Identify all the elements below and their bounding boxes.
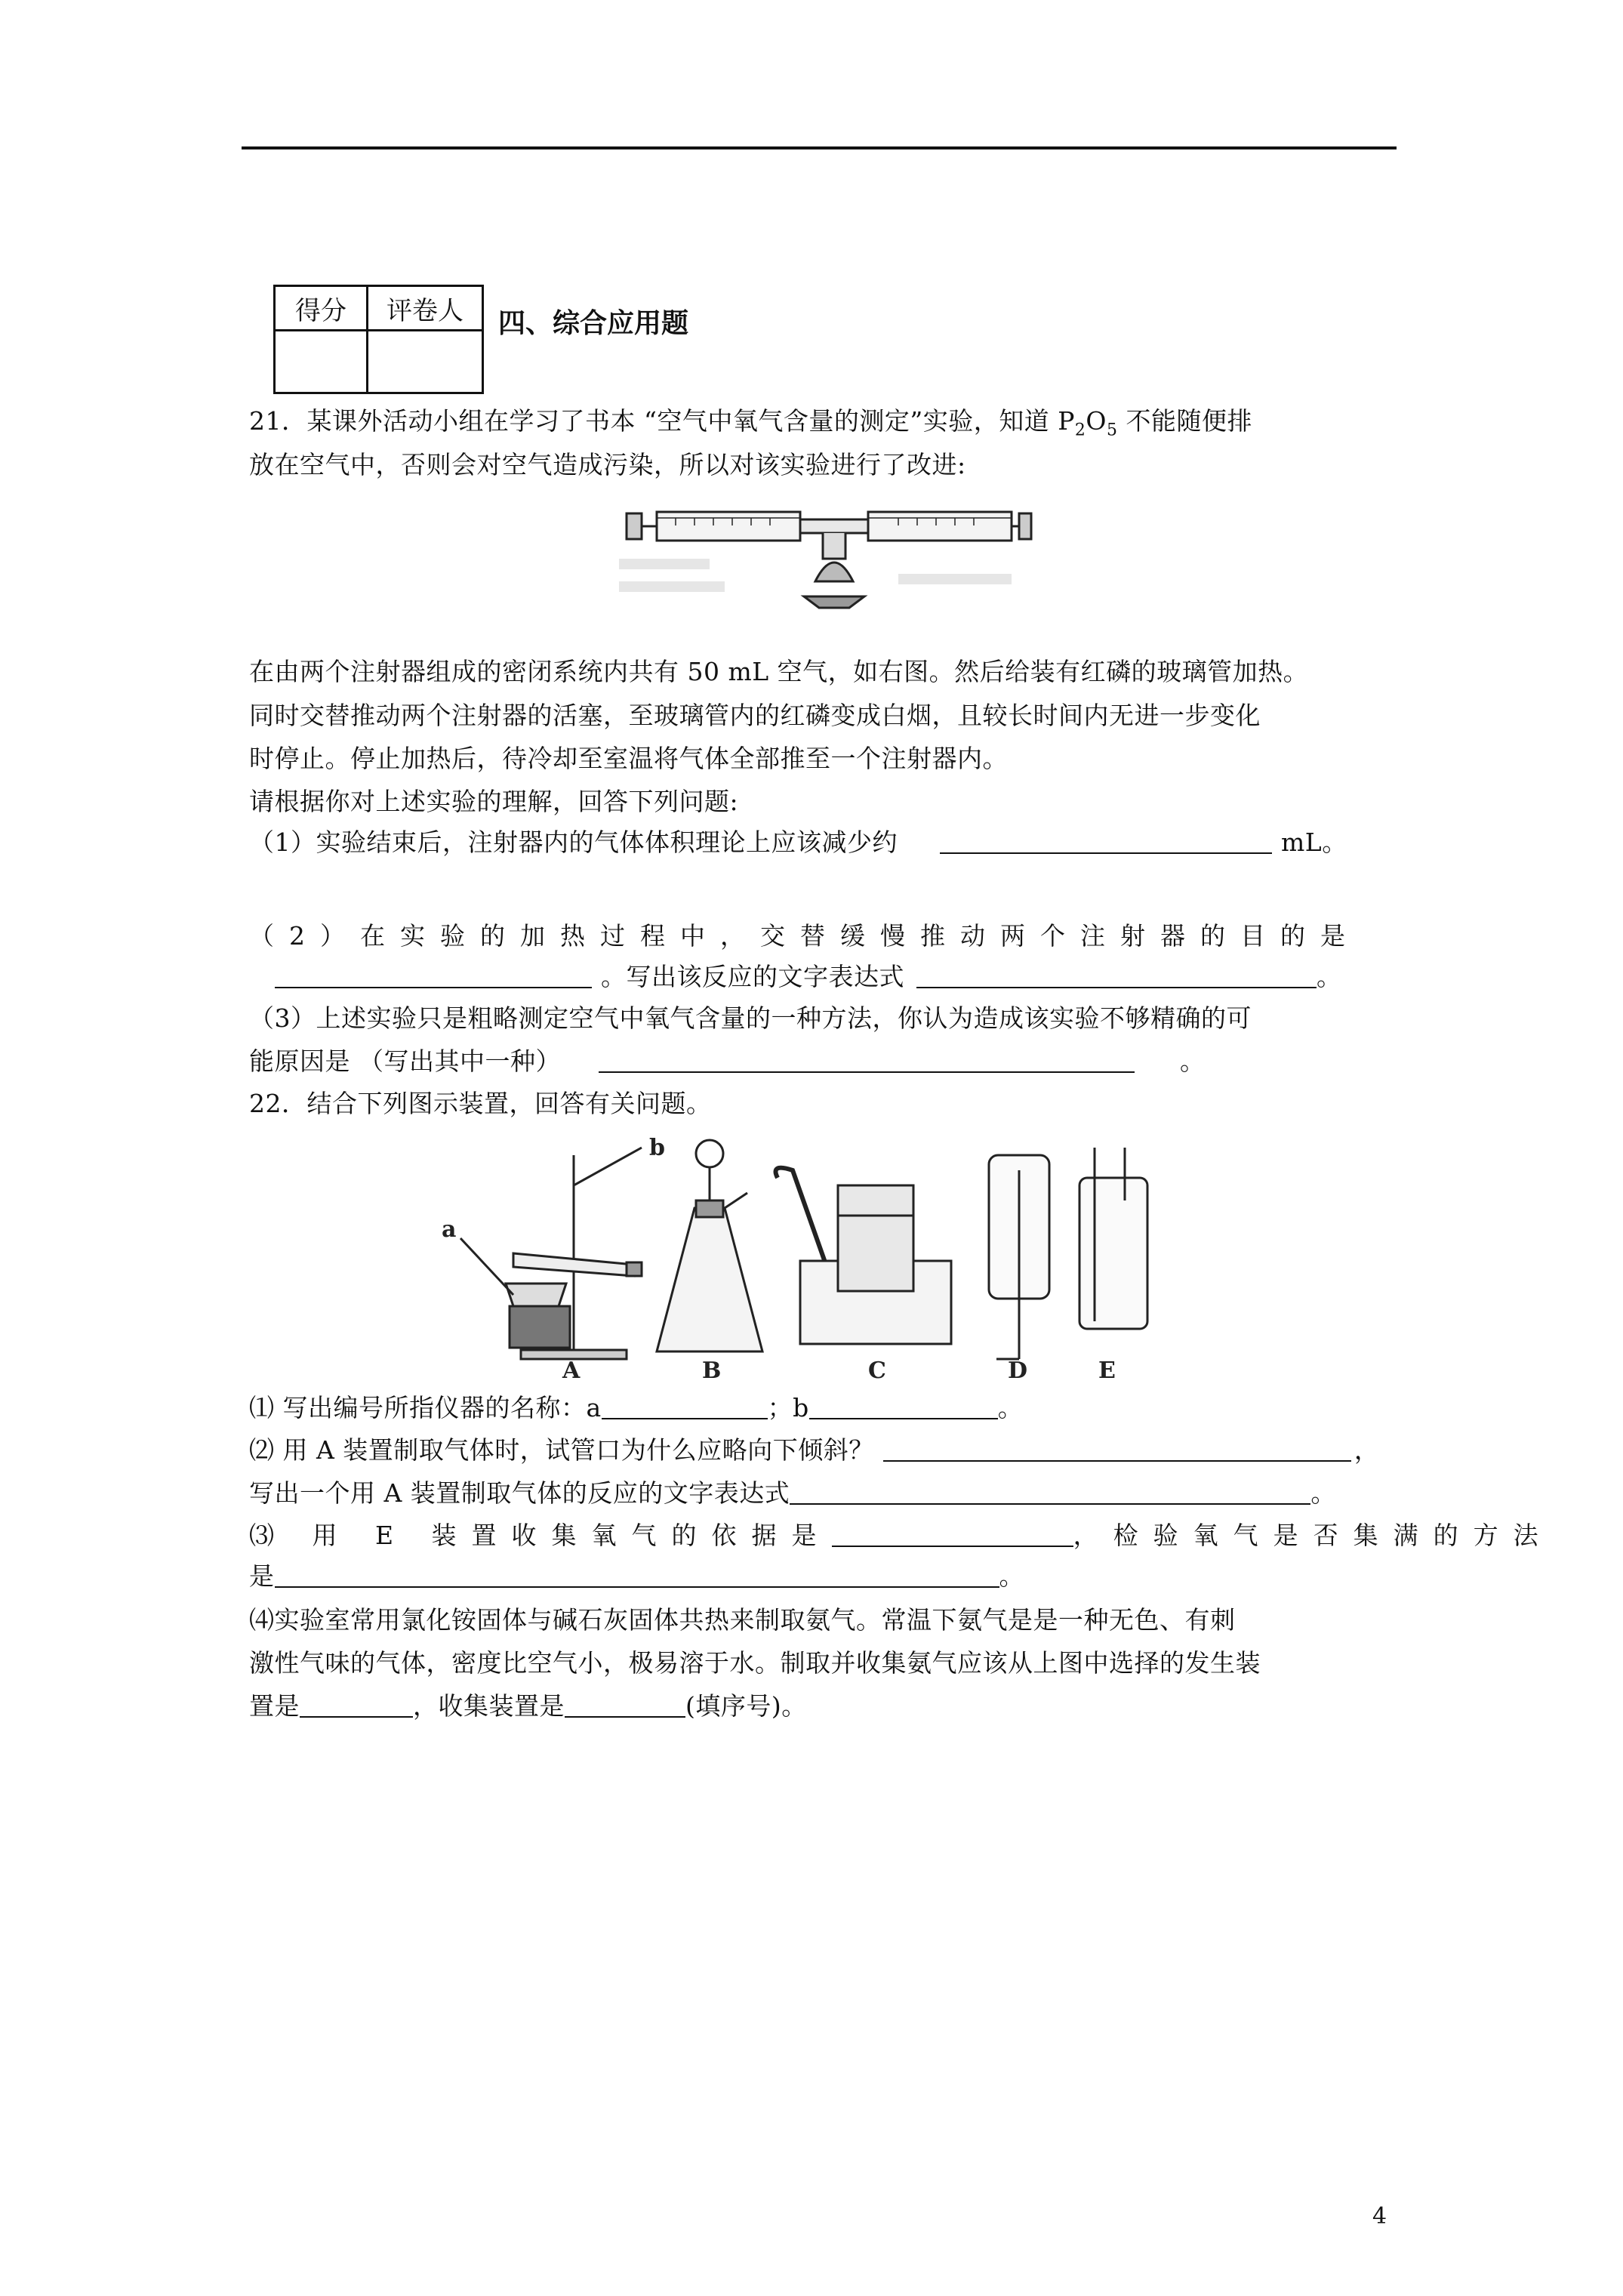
q21-part1-text: （1）实验结束后，注射器内的气体体积理论上应该减少约 bbox=[249, 827, 898, 857]
q22-part4-line3 bbox=[249, 1690, 807, 1723]
q22-part3-basis-blank[interactable] bbox=[832, 1521, 1073, 1547]
q21-part2-line1: （2）在实验的加热过程中，交替缓慢推动两个注射器的目的是 bbox=[249, 921, 1360, 951]
q21-line1 bbox=[249, 405, 1252, 448]
q22-part4-generator-blank[interactable] bbox=[300, 1692, 413, 1718]
fig-label-b: b bbox=[649, 1135, 665, 1161]
section-title: 四、综合应用题 bbox=[498, 307, 689, 339]
q22-part3-text: ⑶ 用 E 装置收集氧气的依据是 bbox=[249, 1521, 832, 1550]
q22-part3-end: 。 bbox=[999, 1561, 1024, 1591]
q22-part1-text: ⑴ 写出编号所指仪器的名称：a bbox=[249, 1393, 602, 1422]
grader-label: 评卷人 bbox=[368, 286, 483, 331]
header-rule bbox=[242, 146, 1397, 149]
q21-line4: 同时交替推动两个注射器的活塞，至玻璃管内的红磷变成白烟，且较长时间内无进一步变化 bbox=[249, 701, 1261, 730]
score-label: 得分 bbox=[275, 286, 368, 331]
q22-part1-a-blank[interactable] bbox=[602, 1394, 768, 1419]
q22-part3-mid: ，检验氧气是否集满的方法 bbox=[1073, 1521, 1554, 1550]
fig-label-a: a bbox=[442, 1216, 457, 1243]
lab-apparatus-figure bbox=[415, 1133, 1155, 1382]
q21-sub-2: 2 bbox=[1074, 421, 1086, 440]
q21-part1 bbox=[249, 826, 1347, 859]
q21-line1-text: 21．某课外活动小组在学习了书本 “空气中氧气含量的测定”实验，知道 P bbox=[249, 406, 1075, 436]
q21-part3-line1: （3）上述实验只是粗略测定空气中氧气含量的一种方法，你认为造成该实验不够精确的可 bbox=[249, 1003, 1252, 1033]
q21-sub-5: 5 bbox=[1106, 421, 1118, 440]
q21-line5: 时停止。停止加热后，待冷却至室温将气体全部推至一个注射器内。 bbox=[249, 744, 1008, 773]
q21-part2-line2 bbox=[249, 960, 1342, 994]
score-table bbox=[273, 285, 484, 394]
q22-part3-method-blank[interactable] bbox=[275, 1562, 999, 1588]
q21-oxygen-symbol: O bbox=[1086, 406, 1107, 436]
syringe-apparatus-figure bbox=[611, 491, 1034, 642]
q21-line3: 在由两个注射器组成的密闭系统内共有 50 mL 空气，如右图。然后给装有红磷的玻璃管加热。 bbox=[249, 657, 1309, 686]
q22-part1-b-label: ；b bbox=[767, 1393, 809, 1422]
q22-part2-comma: ， bbox=[1354, 1435, 1380, 1465]
q22-title: 22．结合下列图示装置，回答有关问题。 bbox=[249, 1089, 712, 1118]
q21-part1-answer-blank[interactable] bbox=[940, 828, 1272, 854]
q21-line1-end: 不能随便排 bbox=[1117, 406, 1252, 436]
q21-part3-line2 bbox=[249, 1045, 1206, 1078]
q22-part4-collector-blank[interactable] bbox=[565, 1692, 685, 1718]
q22-part2-prompt: 写出一个用 A 装置制取气体的反应的文字表达式 bbox=[249, 1478, 790, 1508]
q21-part1-unit: mL。 bbox=[1281, 827, 1347, 857]
q22-part3-shi: 是 bbox=[249, 1561, 275, 1591]
q22-part2-equation-blank[interactable] bbox=[790, 1479, 1310, 1505]
grader-cell bbox=[368, 331, 483, 393]
q22-part2-line2 bbox=[249, 1477, 1336, 1510]
q21-part3-text: 能原因是 （写出其中一种） bbox=[249, 1046, 561, 1076]
q22-part4-generator-label: 置是 bbox=[249, 1691, 300, 1721]
q22-part4-line2: 激性气味的气体，密度比空气小，极易溶于水。制取并收集氨气应该从上图中选择的发生装 bbox=[249, 1648, 1261, 1678]
q22-part2-line1 bbox=[249, 1434, 1379, 1467]
q22-part4-line1: ⑷实验室常用氯化铵固体与碱石灰固体共热来制取氨气。常温下氨气是是一种无色、有刺 bbox=[249, 1605, 1236, 1635]
q22-part3-line2 bbox=[249, 1560, 1024, 1593]
q22-part4-collector-label: ，收集装置是 bbox=[413, 1691, 565, 1721]
q22-part2-question: ⑵ 用 A 装置制取气体时，试管口为什么应略向下倾斜？ bbox=[249, 1435, 874, 1465]
q21-part2-equation-blank[interactable] bbox=[916, 963, 1317, 988]
q22-part2-reason-blank[interactable] bbox=[883, 1436, 1351, 1462]
score-cell bbox=[275, 331, 368, 393]
q21-line6: 请根据你对上述实验的理解，回答下列问题: bbox=[249, 787, 739, 816]
fig-label-A: A bbox=[562, 1358, 581, 1382]
q22-part3-line1 bbox=[249, 1519, 1554, 1552]
q22-part1-b-blank[interactable] bbox=[809, 1394, 998, 1419]
q21-line2: 放在空气中，否则会对空气造成污染，所以对该实验进行了改进: bbox=[249, 450, 966, 479]
fig-label-C: C bbox=[868, 1358, 886, 1382]
q21-part2-end: 。 bbox=[1317, 962, 1342, 991]
page-number: 4 bbox=[1372, 2203, 1387, 2230]
q22-part1-end: 。 bbox=[997, 1393, 1024, 1422]
fig-label-D: D bbox=[1008, 1358, 1028, 1382]
q21-part3-answer-blank[interactable] bbox=[599, 1047, 1135, 1073]
fig-label-E: E bbox=[1098, 1358, 1116, 1382]
q22-part4-end: (填序号)。 bbox=[685, 1691, 807, 1721]
q22-part1 bbox=[249, 1391, 1023, 1425]
q22-part2-end: 。 bbox=[1310, 1478, 1336, 1508]
fig-label-B: B bbox=[702, 1358, 722, 1382]
q21-part3-end: 。 bbox=[1180, 1046, 1206, 1076]
q21-part2-purpose-blank[interactable] bbox=[275, 963, 592, 988]
q21-part2-mid: 。写出该反应的文字表达式 bbox=[601, 962, 904, 991]
